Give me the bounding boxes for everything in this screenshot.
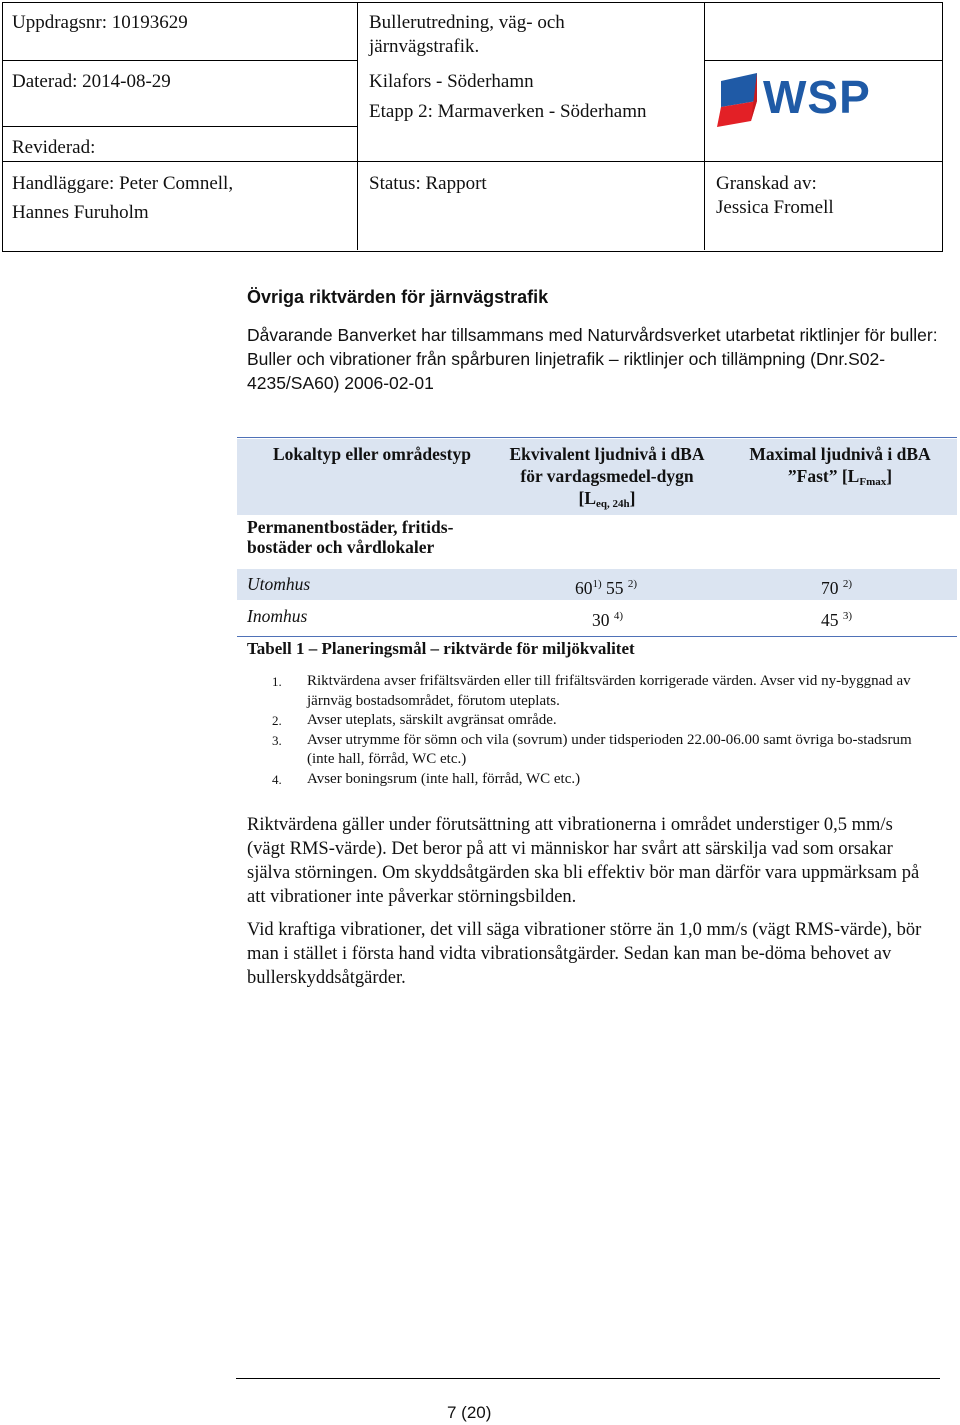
header-divider (3, 126, 357, 127)
svg-text:WSP: WSP (763, 71, 871, 123)
footnote: 2. Avser uteplats, särskilt avgränsat område. (272, 712, 557, 728)
wsp-logo (715, 69, 910, 131)
reviewed-line2: Jessica Fromell (716, 197, 834, 218)
header-divider (3, 60, 357, 61)
date: Daterad: 2014-08-29 (12, 71, 171, 92)
project-line1: Kilafors - Söderhamn (369, 71, 534, 92)
header-divider (704, 60, 942, 61)
table-bottom-rule (237, 636, 957, 637)
intro-paragraph: Dåvarande Banverket har tillsammans med Naturvårdsverket utarbetat riktlinjer för buller: Buller och vibrationer från spårburen linjetrafik – riktlinjer och tillämpning (Dnr.S02-4235/SA60) 2006-02-01 (247, 325, 938, 393)
table-top-rule (237, 437, 957, 438)
col-header-area-type: Lokaltyp eller områdestyp (272, 444, 471, 464)
row-equivalent-value: 30 $^{4)}$ (592, 610, 624, 630)
col-header-maximal: Maximal ljudnivå i dBA ”Fast” $[L_{Fmax}]$ (749, 444, 931, 488)
section-title: Övriga riktvärden för järnvägstrafik (247, 287, 549, 307)
footnote: 4. Avser boningsrum (inte hall, förråd, WC etc.) (272, 770, 581, 787)
page-number: 7 (20) (447, 1403, 492, 1422)
table-caption: Tabell 1 – Planeringsmål – riktvärde för miljökvalitet (247, 639, 635, 658)
row-max-value: 45 $^{3)}$ (821, 610, 853, 630)
revised: Reviderad: (12, 137, 96, 158)
handler-line2: Hannes Furuholm (12, 202, 149, 223)
header-divider (3, 161, 942, 162)
document-header (2, 2, 943, 252)
footnote: 3. Avser utrymme för sömn och vila (sovrum) under tidsperioden 22.00-06.00 samt övriga bo-stadsrum (inte hall, förråd, WC etc.) (272, 731, 912, 767)
row-max-value: 70 $^{2)}$ (821, 578, 853, 598)
header-divider (357, 3, 358, 250)
row-label: Inomhus (247, 606, 308, 626)
project-line2: Etapp 2: Marmaverken - Söderhamn (369, 101, 647, 122)
col-header-equivalent: Ekvivalent ljudnivå i dBA för vardagsmedel-dygn $[L_{eq, 24h}]$ (509, 444, 705, 510)
header-divider (704, 3, 705, 250)
reviewed-line1: Granskad av: (716, 173, 817, 194)
row-equivalent-value: 60$^{1)}$ 55 $^{2)}$ (575, 578, 638, 598)
report-title-line1: Bullerutredning, väg- och (369, 12, 565, 33)
footnote: 1. Riktvärdena avser frifältsvärden eller till frifältsvärden korrigerade värden. Avser vid ny-byggnad av järnväg bostadsområdet, förutom uteplats. (272, 673, 911, 709)
table-header-row (237, 439, 957, 515)
order-number: Uppdragsnr: 10193629 (12, 12, 188, 33)
table-footnotes (272, 672, 937, 789)
table-row (237, 569, 957, 600)
handler-line1: Handläggare: Peter Comnell, (12, 173, 234, 194)
row-label: Utomhus (247, 574, 311, 594)
status: Status: Rapport (369, 173, 487, 194)
body-paragraph: Riktvärdena gäller under förutsättning att vibrationerna i området understiger 0,5 mm/s (vägt RMS-värde). Det beror på att vi människor har svårt att särskilja vad som orsakar själva störningen. Om skyddsåtgärden ska bli effektiv bör man därför vara uppmärksam på att vibrationer inte påverkar störningsbilden. (247, 815, 920, 907)
footer-rule (236, 1378, 940, 1379)
table-row (237, 601, 957, 632)
category-label: Permanentbostäder, fritids-bostäder och vårdlokaler (247, 517, 454, 557)
body-paragraph: Vid kraftiga vibrationer, det vill säga vibrationer större än 1,0 mm/s (vägt RMS-värde), bör man i stället i första hand vidta vibrationsåtgärder. Sedan kan man be-döma behovet av bullerskyddsåtgärder. (247, 920, 922, 988)
report-title-line2: järnvägstrafik. (369, 36, 480, 57)
